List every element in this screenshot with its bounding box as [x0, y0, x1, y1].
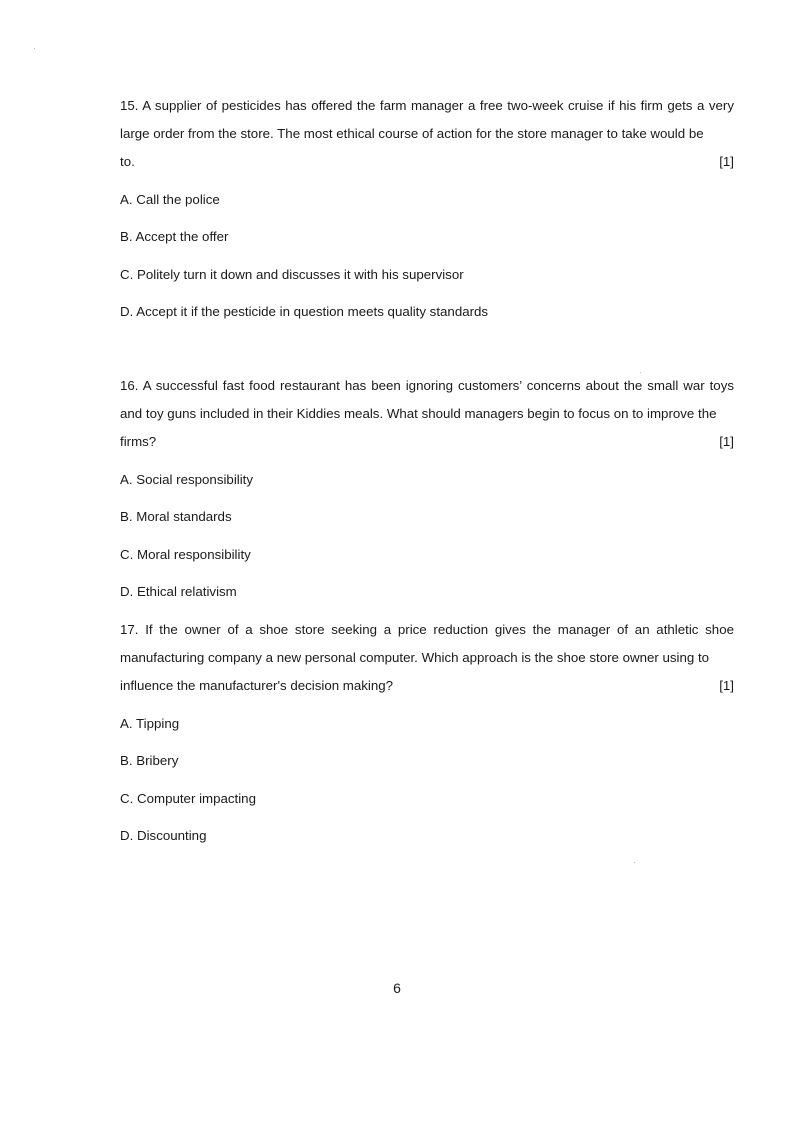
- question-stem-last-line: to.: [120, 154, 135, 169]
- scan-speck: [634, 862, 635, 863]
- question-15: [120, 92, 734, 326]
- option-a: A. Social responsibility: [120, 471, 254, 487]
- option-list: [120, 186, 734, 327]
- marks-label: [1]: [719, 154, 734, 169]
- option-list: [120, 710, 734, 851]
- option-d: D. Accept it if the pesticide in question meets quality standards: [120, 304, 489, 319]
- question-stem: 17. If the owner of a shoe store seeking a price reduction gives the manager of an athletic shoe manufacturing company a new personal computer. Which approach is the shoe store owner using to: [120, 622, 734, 665]
- option-b: B. Accept the offer: [120, 229, 229, 244]
- option-c: C. Moral responsibility: [120, 546, 251, 562]
- option-d: D. Discounting: [120, 828, 207, 843]
- marks-label: [1]: [719, 678, 734, 693]
- option-b: B. Moral standards: [120, 509, 232, 524]
- option-a: A. Call the police: [120, 191, 220, 207]
- option-b: B. Bribery: [120, 753, 179, 768]
- option-a: A. Tipping: [120, 715, 180, 731]
- marks-label: [1]: [719, 434, 734, 449]
- question-stem-last-line: influence the manufacturer's decision making?: [120, 678, 394, 693]
- option-d: D. Ethical relativism: [120, 584, 237, 599]
- option-c: C. Politely turn it down and discusses it with his supervisor: [120, 266, 464, 282]
- option-list: [120, 466, 734, 607]
- question-stem: 16. A successful fast food restaurant has been ignoring customers’ concerns about the small war toys and toy guns included in their Kiddies meals. What should managers begin to focus on to improve the: [120, 378, 734, 421]
- option-c: C. Computer impacting: [120, 790, 256, 806]
- page-number: 6: [393, 980, 401, 996]
- scan-speck: [34, 48, 35, 49]
- question-stem-last-line: firms?: [120, 434, 157, 449]
- question-stem: 15. A supplier of pesticides has offered the farm manager a free two-week cruise if his firm gets a very large order from the store. The most ethical course of action for the store manager to take would be: [120, 98, 734, 141]
- question-17: [120, 616, 734, 850]
- question-16: [120, 372, 734, 606]
